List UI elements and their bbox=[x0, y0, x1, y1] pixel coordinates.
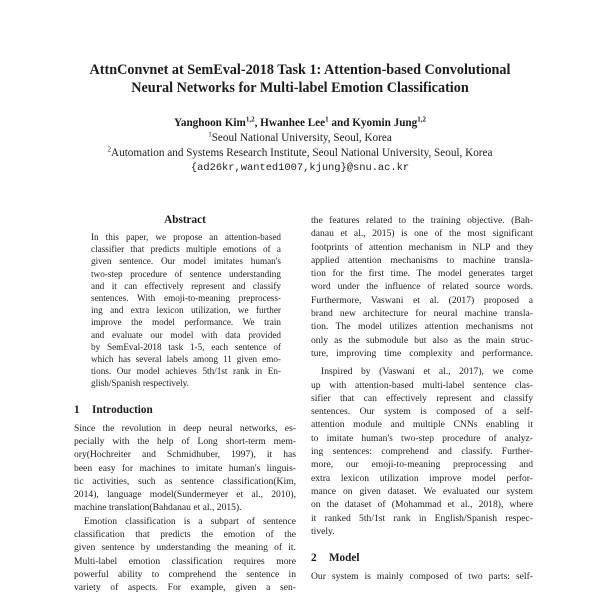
author-1-affil: 1,2 bbox=[245, 115, 255, 124]
affiliation-1-text: Seoul National University, Seoul, Korea bbox=[211, 132, 392, 144]
abstract-line: by SemEval-2018 task 1-5, each sentence of bbox=[91, 341, 281, 352]
text-line: more, our emoji-to-meaning preprocessing and bbox=[311, 459, 533, 471]
author-2-affil: 1 bbox=[325, 115, 329, 124]
abstract-line: improve the model performance. We train bbox=[91, 317, 281, 328]
intro-paragraph-2 bbox=[74, 515, 296, 595]
text-line: Emotion classification is a subpart of sentence bbox=[84, 515, 296, 527]
text-line: attention module and multiple CNNs enabling it bbox=[311, 419, 533, 431]
section-2-title: Model bbox=[329, 552, 360, 565]
affiliation-2 bbox=[40, 146, 560, 161]
text-line: word under the influence of related source words. bbox=[311, 281, 533, 293]
right-paragraph-2 bbox=[311, 365, 533, 538]
abstract-line: tions. Our model achieves 5th/1st rank in En- bbox=[91, 366, 281, 377]
abstract-line: two-step procedure of sentence understanding bbox=[91, 268, 281, 279]
abstract-line: classifier that predicts multiple emotions of a bbox=[91, 244, 281, 255]
paper-title bbox=[40, 61, 560, 97]
abstract-line: In this paper, we propose an attention-based bbox=[91, 232, 281, 242]
text-line: tion for the first time. The model generates target bbox=[311, 268, 533, 280]
text-line: ing sentences: comprehend and classify. Further- bbox=[311, 446, 533, 458]
section-1-title: Introduction bbox=[92, 403, 153, 416]
text-line: sentences. Our system is composed of a self- bbox=[311, 406, 533, 418]
text-line: to imitate human's two-step procedure of analyz- bbox=[311, 432, 533, 444]
abstract-line: and it can effectively represent and classify bbox=[91, 280, 281, 291]
abstract-heading: Abstract bbox=[164, 214, 206, 226]
text-line: ory(Hochreiter and Schmidhuber, 1997), it has bbox=[74, 449, 296, 461]
abstract-line: given sentence. Our model imitates human's bbox=[91, 256, 281, 267]
intro-paragraph-1 bbox=[74, 422, 296, 515]
affiliation-1 bbox=[40, 131, 560, 146]
text-line: extra lexicon utilization improve model perfor- bbox=[311, 472, 533, 484]
left-column bbox=[74, 214, 296, 595]
text-line: classification that predicts the emotion of the bbox=[74, 529, 296, 541]
right-column bbox=[311, 214, 533, 583]
text-line: it ranked 5th/1st rank in English/Spanish respec- bbox=[311, 512, 533, 524]
abstract-line: and evaluate our model with data provided bbox=[91, 329, 281, 340]
model-paragraph-1 bbox=[311, 570, 533, 583]
text-line: mance on given dataset. We evaluated our system bbox=[311, 485, 533, 497]
text-line: machine translation(Bahdanau et al., 2015). bbox=[74, 502, 242, 514]
text-line: only as the submodule but also as the main struc- bbox=[311, 334, 533, 346]
text-line: sifier that can effectively represent and classify bbox=[311, 392, 533, 404]
text-line: Inspired by (Vaswani et al., 2017), we come bbox=[321, 366, 533, 378]
abstract-line: sentences. With emoji-to-meaning preprocess- bbox=[91, 293, 281, 304]
author-names: Yanghoon Kim$^{1,2}$, Hwanhee Lee$^1$ and Kyomin Jung$^{1,2}$ bbox=[174, 115, 426, 129]
text-line: the features related to the training objective. (Bah- bbox=[311, 215, 533, 226]
title-line-1: AttnConvnet at SemEval-2018 Task 1: Attention-based Convolutional bbox=[89, 62, 511, 78]
section-2-heading bbox=[311, 552, 533, 564]
text-line: 2014), language model(Sundermeyer et al., 2010), bbox=[74, 489, 296, 501]
text-line: up with attention-based multi-label sentence clas- bbox=[311, 379, 533, 391]
text-line: powerful ability to comprehend the sentence in bbox=[74, 568, 296, 580]
text-line: tively. bbox=[311, 525, 335, 537]
section-2-number: 2 bbox=[311, 552, 317, 565]
text-line: on the dataset of (Mohammad et al., 2018), where bbox=[311, 499, 533, 511]
text-line: Our system is mainly composed of two parts: self- bbox=[311, 571, 533, 583]
text-line: been easy for machines to imitate human's linguis- bbox=[74, 462, 296, 474]
text-line: tic activities, such as sentence classification(Kim, bbox=[74, 475, 296, 487]
title-line-2: Neural Networks for Multi-label Emotion Classification bbox=[131, 80, 469, 96]
author-emails: {ad26kr,wanted1007,kjung}@snu.ac.kr bbox=[190, 162, 410, 174]
author-3: Kyomin Jung bbox=[352, 117, 418, 129]
text-line: Since the revolution in deep neural networks, es- bbox=[74, 422, 296, 434]
author-2: Hwanhee Lee bbox=[260, 117, 326, 129]
author-block bbox=[40, 116, 560, 176]
text-line: footprints of attention mechanism in NLP and they bbox=[311, 241, 533, 253]
section-1-heading bbox=[74, 404, 296, 416]
text-line: applied attention mechanisms to machine transla- bbox=[311, 254, 533, 266]
abstract-body bbox=[91, 231, 281, 390]
text-line: given sentence by understanding the meaning of it. bbox=[74, 542, 296, 554]
right-paragraph-1 bbox=[311, 214, 533, 360]
affiliation-1-mark: 1 bbox=[208, 130, 212, 139]
text-line: ture, improving time complexity and performance. bbox=[311, 347, 533, 359]
section-1-number: 1 bbox=[74, 403, 80, 416]
affiliation-2-text: Automation and Systems Research Institute, Seoul National University, Seoul, Korea bbox=[111, 147, 493, 159]
text-line: Furthermore, Vaswani et al. (2017) proposed a bbox=[311, 294, 533, 306]
text-line: pecially with the help of Long short-term mem- bbox=[74, 435, 296, 447]
abstract-line: glish/Spanish respectively. bbox=[91, 378, 189, 389]
text-line: brand new architecture for neural machine transla- bbox=[311, 308, 533, 320]
affiliation-2-mark: 2 bbox=[107, 145, 112, 154]
author-3-affil: 1,2 bbox=[417, 115, 426, 124]
abstract-line: which has several labels among 11 given emo- bbox=[91, 354, 281, 365]
author-1: Yanghoon Kim bbox=[174, 117, 246, 129]
text-line: variety of aspects. For example, given a sen- bbox=[74, 582, 296, 594]
abstract-line: ing and extra lexicon utilization, we further bbox=[91, 305, 281, 316]
text-line: Multi-label emotion classification requires more bbox=[74, 555, 296, 567]
text-line: danau et al., 2015) is one of the most significant bbox=[311, 228, 533, 240]
text-line: tion. The model utilizes attention mechanisms not bbox=[311, 321, 533, 333]
